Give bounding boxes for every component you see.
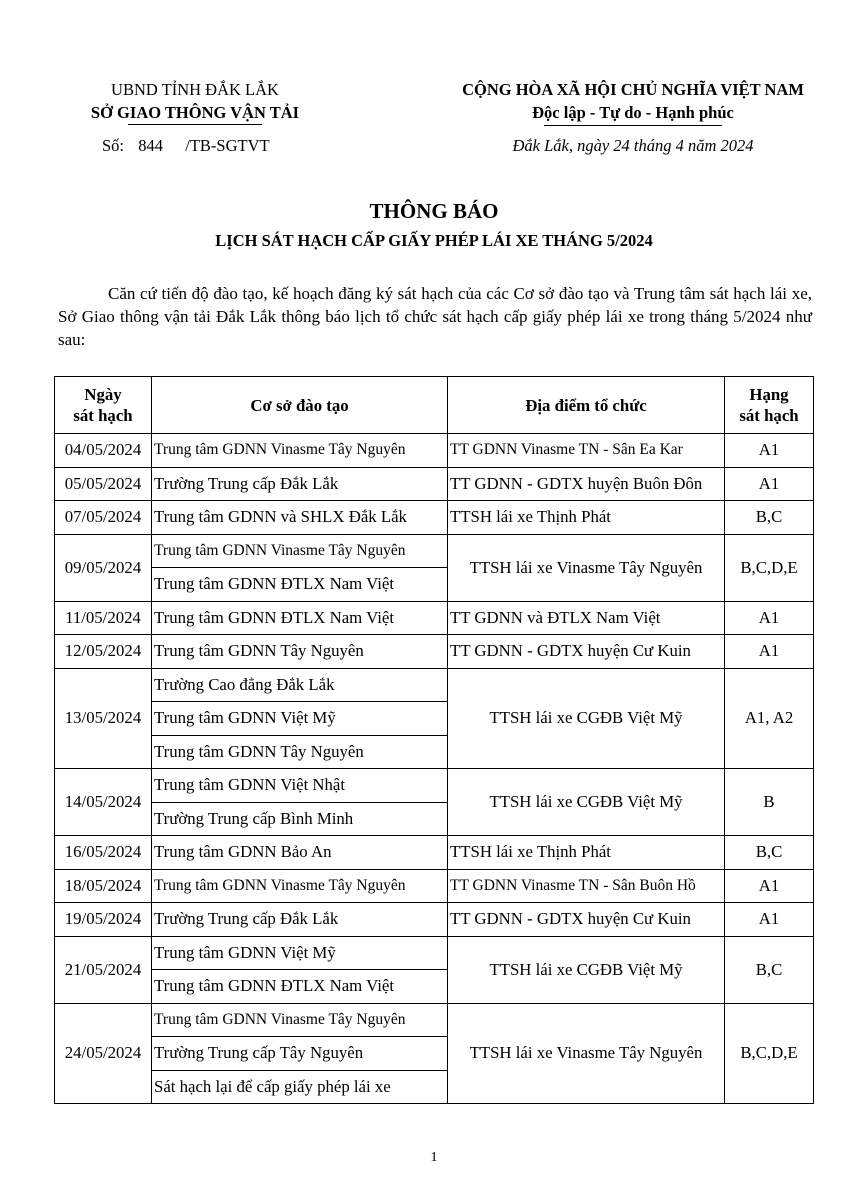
cell-date: 16/05/2024 bbox=[55, 836, 152, 870]
cell-date: 05/05/2024 bbox=[55, 467, 152, 501]
table-row bbox=[55, 534, 814, 568]
table-row bbox=[55, 1003, 814, 1037]
cell-school: Trung tâm GDNN Vinasme Tây Nguyên bbox=[152, 1003, 448, 1037]
country-name: CỘNG HÒA XÃ HỘI CHỦ NGHĨA VIỆT NAM bbox=[462, 80, 804, 99]
cell-location: TTSH lái xe Vinasme Tây Nguyên bbox=[448, 1003, 725, 1104]
header-date-line2: sát hạch bbox=[73, 406, 133, 425]
cell-school: Trung tâm GDNN Vinasme Tây Nguyên bbox=[152, 869, 448, 903]
parent-organization: UBND TỈNH ĐẮK LẮK bbox=[111, 80, 279, 99]
document-number bbox=[102, 136, 270, 156]
cell-location: TTSH lái xe CGĐB Việt Mỹ bbox=[448, 936, 725, 1003]
header-location: Địa điểm tổ chức bbox=[448, 377, 725, 434]
cell-school: Trung tâm GDNN Vinasme Tây Nguyên bbox=[152, 434, 448, 468]
table-row bbox=[55, 601, 814, 635]
cell-class: A1 bbox=[725, 635, 814, 669]
cell-class: A1, A2 bbox=[725, 668, 814, 769]
table-header-row bbox=[55, 377, 814, 434]
table-row bbox=[55, 903, 814, 937]
cell-location: TTSH lái xe Thịnh Phát bbox=[448, 501, 725, 535]
cell-class: B,C bbox=[725, 501, 814, 535]
cell-date: 04/05/2024 bbox=[55, 434, 152, 468]
table-row bbox=[55, 769, 814, 803]
cell-class: A1 bbox=[725, 434, 814, 468]
table-row bbox=[55, 434, 814, 468]
cell-school: Trung tâm GDNN Bảo An bbox=[152, 836, 448, 870]
cell-date: 11/05/2024 bbox=[55, 601, 152, 635]
table-row bbox=[55, 635, 814, 669]
schedule-body bbox=[55, 434, 814, 1104]
intro-paragraph bbox=[58, 282, 812, 351]
cell-school: Trung tâm GDNN và SHLX Đắk Lắk bbox=[152, 501, 448, 535]
cell-school: Trường Trung cấp Bình Minh bbox=[152, 802, 448, 836]
cell-date: 07/05/2024 bbox=[55, 501, 152, 535]
header-class-line1: Hạng bbox=[749, 385, 789, 404]
cell-class: B,C,D,E bbox=[725, 534, 814, 601]
document-subtitle: LỊCH SÁT HẠCH CẤP GIẤY PHÉP LÁI XE THÁNG 5/2024 bbox=[215, 231, 653, 250]
cell-location: TT GDNN và ĐTLX Nam Việt bbox=[448, 601, 725, 635]
issuing-organization: SỞ GIAO THÔNG VẬN TẢI bbox=[90, 103, 300, 122]
cell-school: Trung tâm GDNN ĐTLX Nam Việt bbox=[152, 601, 448, 635]
header-date bbox=[55, 377, 152, 434]
cell-location: TT GDNN - GDTX huyện Cư Kuin bbox=[448, 635, 725, 669]
cell-location: TTSH lái xe Vinasme Tây Nguyên bbox=[448, 534, 725, 601]
cell-date: 12/05/2024 bbox=[55, 635, 152, 669]
cell-location: TT GDNN - GDTX huyện Buôn Đôn bbox=[448, 467, 725, 501]
cell-school: Trung tâm GDNN Tây Nguyên bbox=[152, 735, 448, 769]
cell-location: TTSH lái xe CGĐB Việt Mỹ bbox=[448, 668, 725, 769]
cell-class: B,C,D,E bbox=[725, 1003, 814, 1104]
cell-date: 21/05/2024 bbox=[55, 936, 152, 1003]
table-row bbox=[55, 936, 814, 970]
cell-date: 13/05/2024 bbox=[55, 668, 152, 769]
header-class-line2: sát hạch bbox=[739, 406, 799, 425]
cell-school: Trường Trung cấp Đắk Lắk bbox=[152, 903, 448, 937]
cell-location: TT GDNN Vinasme TN - Sân Ea Kar bbox=[448, 434, 725, 468]
cell-date: 14/05/2024 bbox=[55, 769, 152, 836]
motto-underline bbox=[544, 125, 722, 126]
number-suffix: /TB-SGTVT bbox=[185, 136, 270, 155]
cell-school: Trường Trung cấp Đắk Lắk bbox=[152, 467, 448, 501]
cell-location: TTSH lái xe Thịnh Phát bbox=[448, 836, 725, 870]
cell-date: 24/05/2024 bbox=[55, 1003, 152, 1104]
cell-date: 09/05/2024 bbox=[55, 534, 152, 601]
table-row bbox=[55, 501, 814, 535]
header-date-line1: Ngày bbox=[84, 385, 122, 404]
document-title: THÔNG BÁO bbox=[369, 199, 499, 223]
cell-school: Trung tâm GDNN Việt Mỹ bbox=[152, 702, 448, 736]
intro-text: Căn cứ tiến độ đào tạo, kế hoạch đăng ký sát hạch của các Cơ sở đào tạo và Trung tâm sát hạch lái xe, Sở Giao thông vận tải Đắk Lắk thông báo lịch tổ chức sát hạch cấp giấy phép lái xe trong tháng 5/2024 như sau: bbox=[58, 284, 812, 349]
national-motto: Độc lập - Tự do - Hạnh phúc bbox=[532, 103, 734, 122]
cell-class: A1 bbox=[725, 903, 814, 937]
header-school: Cơ sở đào tạo bbox=[152, 377, 448, 434]
cell-school: Trường Cao đẳng Đắk Lắk bbox=[152, 668, 448, 702]
table-row bbox=[55, 467, 814, 501]
cell-school: Trường Trung cấp Tây Nguyên bbox=[152, 1037, 448, 1071]
cell-school: Trung tâm GDNN Việt Nhật bbox=[152, 769, 448, 803]
cell-location: TTSH lái xe CGĐB Việt Mỹ bbox=[448, 769, 725, 836]
cell-location: TT GDNN Vinasme TN - Sân Buôn Hồ bbox=[448, 869, 725, 903]
cell-date: 19/05/2024 bbox=[55, 903, 152, 937]
table-row bbox=[55, 668, 814, 702]
cell-class: A1 bbox=[725, 467, 814, 501]
page-number: 1 bbox=[430, 1150, 438, 1165]
schedule-table bbox=[54, 376, 814, 1104]
org-underline bbox=[128, 124, 262, 125]
cell-school: Trung tâm GDNN Việt Mỹ bbox=[152, 936, 448, 970]
number-label: Số: bbox=[102, 136, 125, 155]
cell-class: A1 bbox=[725, 601, 814, 635]
number-value: 844 bbox=[138, 136, 164, 155]
cell-school: Trung tâm GDNN ĐTLX Nam Việt bbox=[152, 568, 448, 602]
header-class bbox=[725, 377, 814, 434]
cell-class: B bbox=[725, 769, 814, 836]
issue-date: Đắk Lắk, ngày 24 tháng 4 năm 2024 bbox=[512, 136, 754, 155]
cell-school: Sát hạch lại để cấp giấy phép lái xe bbox=[152, 1070, 448, 1104]
cell-school: Trung tâm GDNN Vinasme Tây Nguyên bbox=[152, 534, 448, 568]
cell-date: 18/05/2024 bbox=[55, 869, 152, 903]
table-row bbox=[55, 836, 814, 870]
cell-class: A1 bbox=[725, 869, 814, 903]
cell-location: TT GDNN - GDTX huyện Cư Kuin bbox=[448, 903, 725, 937]
table-row bbox=[55, 869, 814, 903]
cell-school: Trung tâm GDNN Tây Nguyên bbox=[152, 635, 448, 669]
cell-school: Trung tâm GDNN ĐTLX Nam Việt bbox=[152, 970, 448, 1004]
cell-class: B,C bbox=[725, 836, 814, 870]
cell-class: B,C bbox=[725, 936, 814, 1003]
